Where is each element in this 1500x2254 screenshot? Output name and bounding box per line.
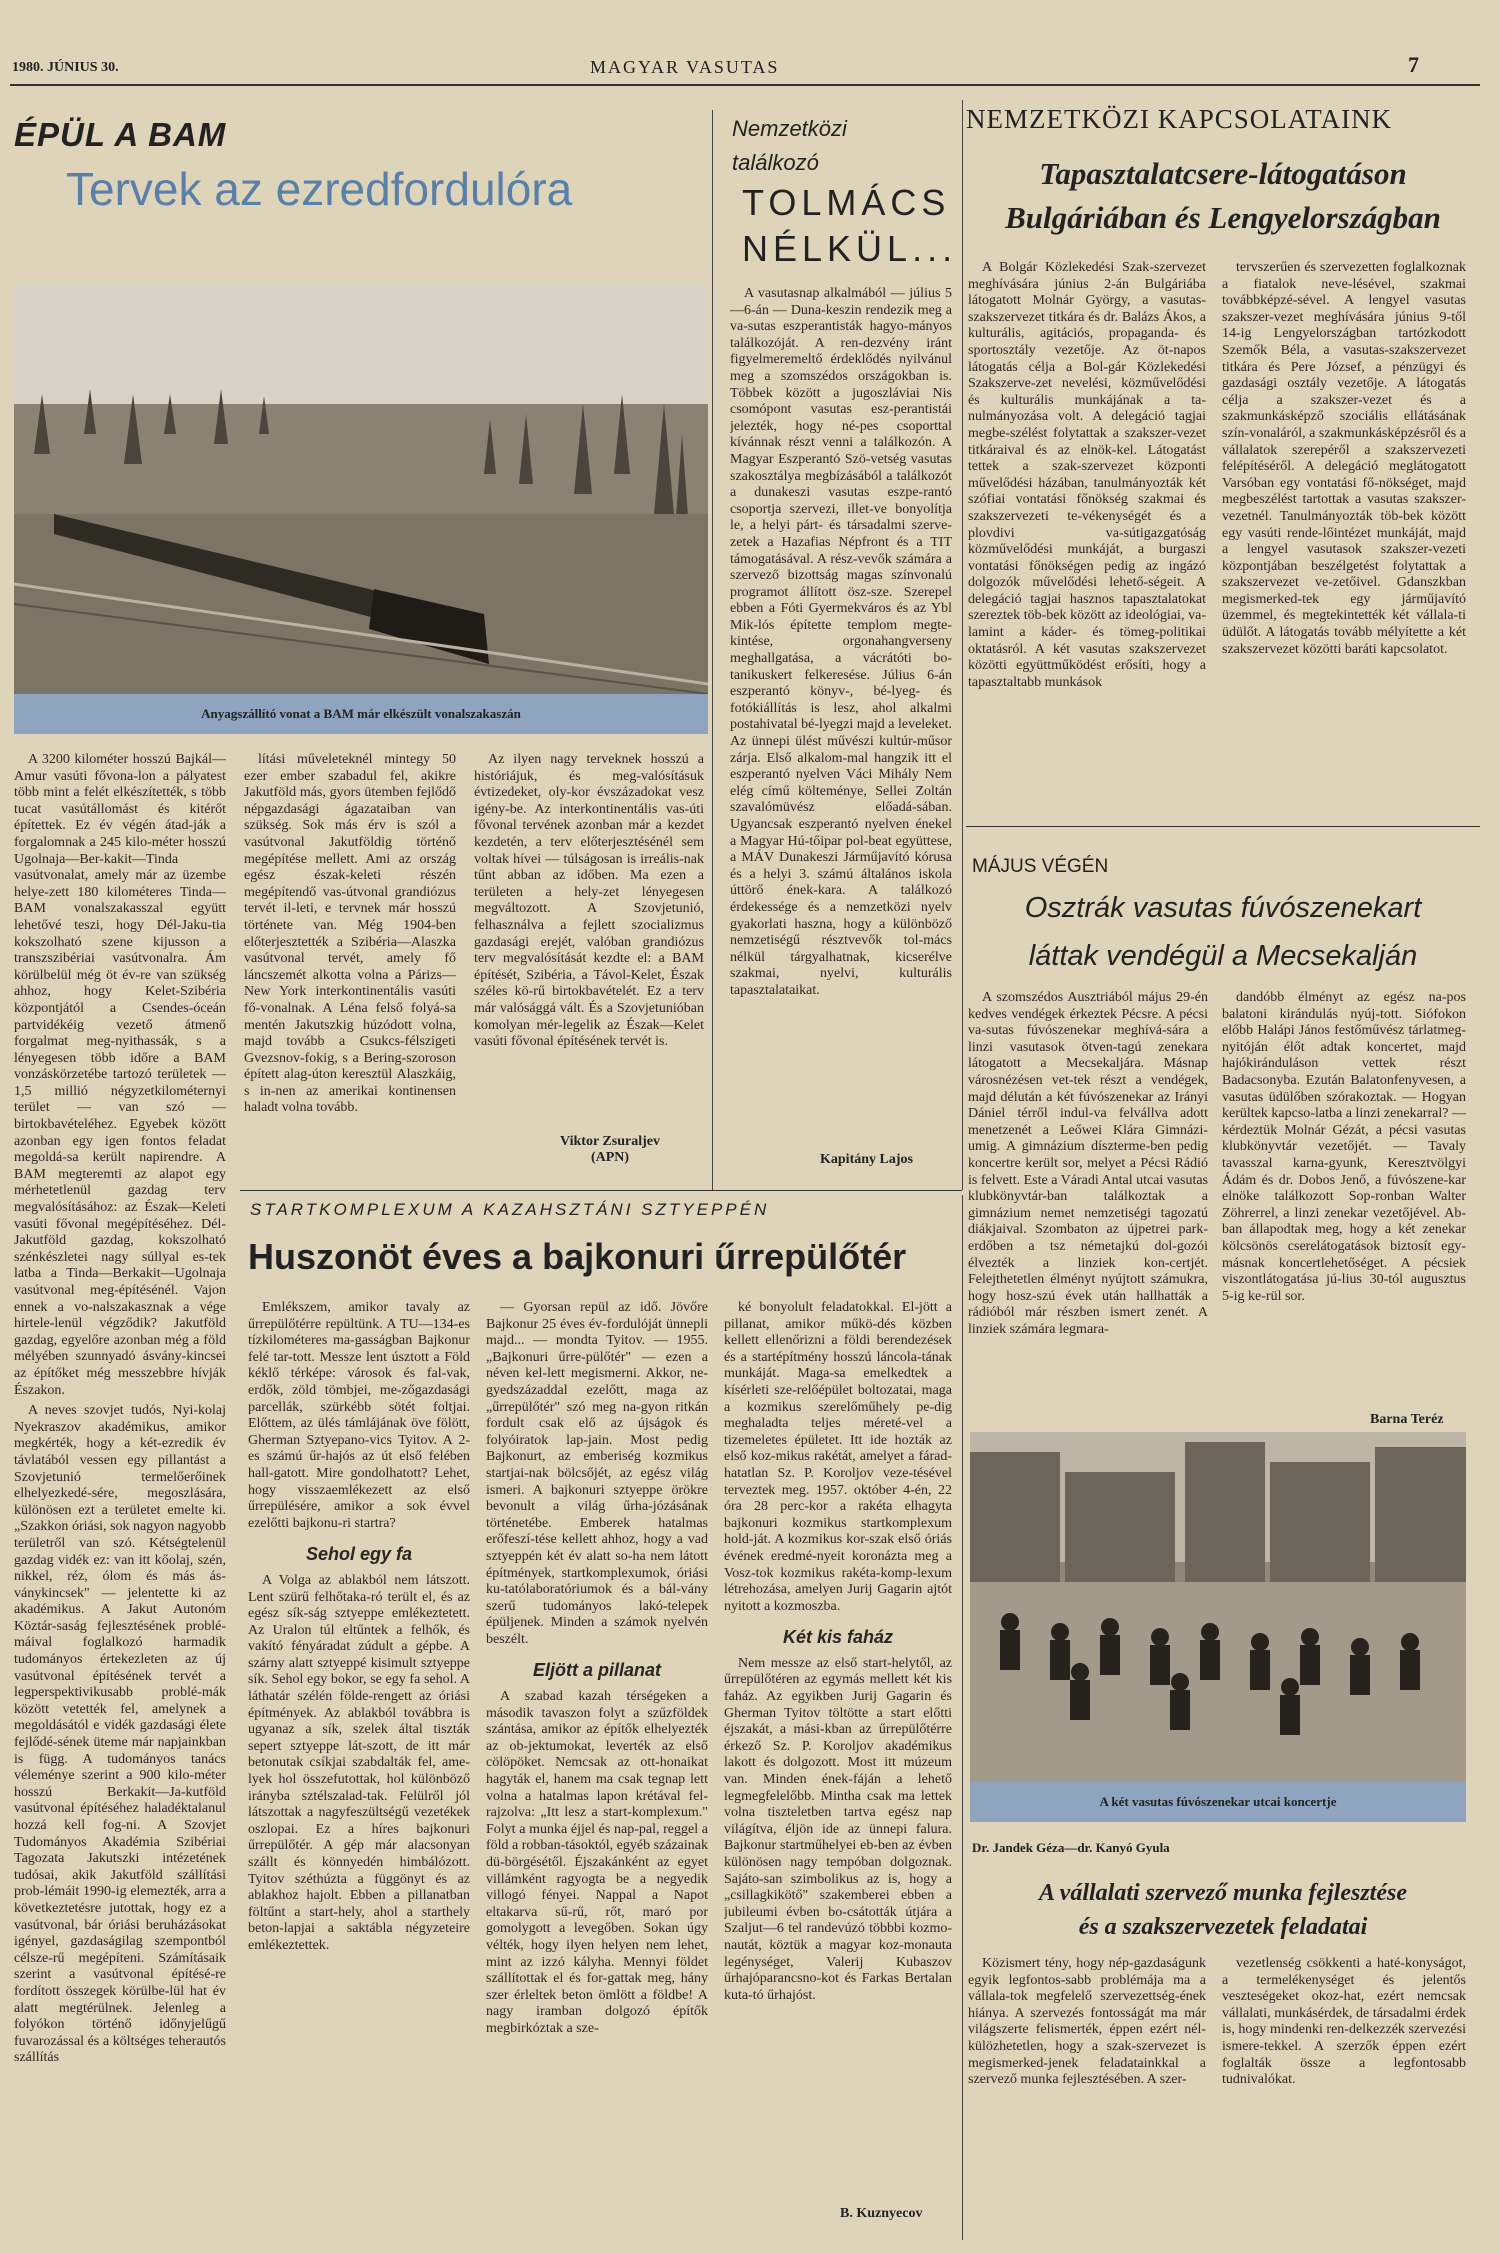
train-photo-image — [14, 284, 708, 694]
bajkonur-col2-text: — Gyorsan repül az idő. Jövőre Bajkonur 25 éves év-fordulóját ünnepli majd... — mondta Tyitov. — 1955. „Bajkonuri űrre-pülőtér" — ezen a néven kel-lett megismerni. Akkor, ne-gyedszázaddal ezelőtt, maga az „űrrepülőtér" szó meg na-gyon ritkán fordult csak elő az újságok és folyóiratok lap-jain. Most pedig Bajkonurt, az emberiség kozmikus startjai-nak bölcsőjét, az egész világ ismeri. A bajkonuri sztyeppe örökre bevonult a világ űrha-józásának történetébe. Emberek hatalmas erőfeszí-tése kellett ahhoz, hogy a vad sztyeppén két év alatt so-ha nem látott építmények, startkomplexumok, óriási ku-tatólaboratóriumok és a bál-vány szerű tudományos lakó-telepek épüljenek. Minden a számok nyelvén beszélt. — [486, 1300, 708, 1647]
fuvos-headline-1: Osztrák vasutas fúvószenekart — [1024, 892, 1422, 924]
band-photo-image — [970, 1432, 1466, 1782]
vallalati-col1 — [968, 1956, 1206, 2236]
tolmacs-headline-2: NÉLKÜL... — [742, 228, 958, 269]
bam-photo-caption: Anyagszállító vonat a BAM már elkészült vonalszakaszán — [201, 706, 521, 721]
bajkonur-col1b-text: A Volga az ablakból nem látszott. Lent szürű felhőtaka-ró terült el, és az egész sík-ság sztyeppe emlékeztetett. Az Uralon túl eltűntek a felhők, és vakító fényáradat zúdult a gépbe. A szárny alatt sztyeppé kisimult sztyeppe sík. Sehol egy bokor, se egy fa sehol. A láthatár szélén földe-rengett az óriási építmények. Az ablakból továbbra is ugyanaz a sík, szelek által tiszták sepert sztyeppe lát-szott, de itt már betonutak csíkjai szabdalták fel, ame-lyek hol összefutottak, hol különböző irányba sztélszalad-tak. Felülről jól látszottak a nagyfeszültségű vezetékek oszlopai. Ez a híres bajkonuri űrrepülőtér. A gép már alacsonyan szállt és könnyedén himbálózott. Tyitov széthúzta a függönyt és az ablakhoz hajolt. Ebben a pillanatban föltűnt a start-hely, ahol a starthely beton-lapjai a saktábla négyzeteire emlékeztettek. — [248, 1572, 470, 1953]
kapcsolat-col2 — [1222, 260, 1466, 805]
vallalati-col1-text: Közismert tény, hogy nép-gazdaságunk egyik legfontos-sabb problémája ma a vállala-tok megfelelő szervezettség-ének hiánya. A szervezés fontosságát ma már világszerte felismerték, éppen ezért nél-külözhetetlen, hogy a szak-szervezet is megismerked-jenek feladatainkkal a szervező munka fejlesztésében. A szer- — [968, 1956, 1206, 2088]
kapcsolat-col1 — [968, 260, 1206, 805]
tolmacs-col — [730, 286, 952, 1141]
masthead: MAGYAR VASUTAS — [590, 57, 780, 77]
bajkonur-signature: B. Kuznyecov — [840, 2206, 923, 2221]
divider-main-right — [962, 1195, 963, 2240]
vallalati-col2 — [1222, 1956, 1466, 2236]
bajkonur-kicker: STARTKOMPLEXUM A KAZAHSZTÁNI SZTYEPPÉN — [250, 1200, 770, 1219]
fuvos-signature: Barna Teréz — [1370, 1412, 1444, 1427]
tolmacs-kicker: Nemzetközi találkozó — [732, 116, 847, 175]
bam-col2-text: lítási műveleteknél mintegy 50 ezer ember szabadul fel, akikre Jakutföld más, gyors ütemben fejlődő népgazdasági ágazataiban van szükség. Sok más érv is szól a vasútvonal Jakutföldig történő megépítése mellett. Ami az ország egész észak-keleti részén megépítendő vas-útvonal grandiózus tervét il-leti, e tervnek már hosszú története van. Még 1904-ben előterjesztették a Szibéria—Alaszka vasútvonal tervét, amely fő láncszemét alkotta volna a Párizs—New York interkontinentális vasúti fő-vonalnak. A Léna felső folyá-sa mentén Jakutszkig húzódott volna, majd tovább a Csukcs-félszigeti Gvezsnov-fokig, s a Bering-szoroson épített alag-úton keresztül Alaszkáig, s in-nen az amerikai kontinensen haladt volna tovább. — [244, 752, 456, 1116]
bajkonur-col3b-text: Nem messze az első start-helytől, az űrrepülőtéren az egymás mellett két kis faház. Az egyikben Jurij Gagarin és Gherman Tyitov töltötte a start előtti éjszakát, a mási-kban az űrrepülőtérre érkező Sz. P. Koroljov akadémikus lakott és dolgozott. Most itt múzeum van. Minden ének-fáján a lehető legmegfelelőbb. Mintha csak ma lettek volna tiszteletben tartva egész nap világítva, éljön ide az ünnepi falura. Bajkonur startműhelyei eb-ben az évben különösen nagy tempóban dolgoznak. Sajáto-san szimbolikus az is, hogy a „csillagkikötő" szakemberei ebben a jubileumi évben bo-csátották útjára a Szaljut—6 tel randevúzó többbi kozmo-nautát, köztük a magyar koz-monauta legénységet, Valerij Kubaszov űrhajóparancsno-kot és Farkas Bertalan kuta-tó űrhajóst. — [724, 1655, 952, 2003]
bajkonur-col2 — [486, 1300, 708, 2220]
tolmacs-text: A vasutasnap alkalmából — július 5—6-án — Duna-keszin rendezik meg a va-sutas eszperantisták hagyo-mányos találkozóját. A ren-dezvény iránt figyelmeremeltő érdeklődés nyilvánul meg a szomszédos országokban is. Többek között a jugoszláviai Nis csomópont vasutas esz-perantistái jelezték, hogy né-pes csoporttal kívánnak részt venni a találkozón. A Magyar Eszperantó Szö-vetség vasutas szakosztálya megbízásából a találkozót a dunakeszi vasutas eszpe-rantó csoportja szervezi, illet-ve bonyolítja le, a helyi párt- és társadalmi szerve-zetek a Hazafias Népfront és a TIT támogatásával. A rész-vevők számára a szervező bizottság magas színvonalú programot állított ösz-sze. Szerepel ebben a Fóti Gyermekváros és az Ybl Mik-lós építette templom megte-kintése, orgonahangverseny meghallgatása, a vácrátóti bo-tanikuskert felkeresése. Július 6-án eszperantó könyv-, bé-lyeg- és fotókiállítás is lesz, ahol alkalmi postahivatal bé-lyegzi majd a leveleket. Az ünnepi ülést művészi kultúr-műsor zárja. Első alkalom-mal hangzik itt el eszperantó nyelven Váci Mihály Nem elég című költeménye, Sellei Zoltán szavalómüvész előadá-sában. Ugyancsak eszperantó nyelven énekel a Magyar Hú-tőipar pol-beat együttese, a MÁV Dunakeszi Járműjavító kórusa és a helyi 3. számú általános iskola úttörő ének-kara. A találkozó érdekessége és a nemzetközi nyelv gyakorlati haszna, hogy a különböző nemzetiségű résztvevők tol-mács nélkül tárgyalhatnak, kicserélve szakmai, nyelvi, kulturális tapasztalataikat. — [730, 286, 952, 998]
fuvos-photo-credit: Dr. Jandek Géza—dr. Kanyó Gyula — [972, 1840, 1170, 1855]
divider-tolmacs-kapcsolat — [962, 100, 963, 1190]
bam-col3-text: Az ilyen nagy terveknek hosszú a históriájuk, és meg-valósításuk évtizedeket, oly-kor évszázadokat vesz igény-be. Az interkontinentális vas-úti fővonal tervének azonban már a kezdet kezdetén, a terv előterjesztésénél sem voltak hívei — túlságosan is irreális-nak tűnt abban az időben. Ma ezen a területen a hely-zet lényegesen megváltozott. A Szovjetunió, felhasználva a fejlett szocializmus gazdasági erejét, valóban grandiózus terv megvalósítását kezdte el: a BAM építését, Szibéria, a Távol-Kelet, Észak széles kö-rű birtokbavételét. Ez a terv már valósággá vált. És a Szovjetunióban komolyan mér-legelik az Észak—Kelet vasúti fővonal építésének tervét is. — [474, 752, 704, 1050]
bajkonur-subhead-1: Sehol egy fa — [305, 1544, 413, 1565]
kapcsolat-bottom-rule — [966, 826, 1480, 827]
bam-col1 — [14, 752, 226, 2232]
kapcsolat-headline-2: Bulgáriában és Lengyelországban — [1005, 200, 1441, 235]
bajkonur-headline: Huszonöt éves a bajkonuri űrrepülőtér — [248, 1236, 907, 1277]
bajkonur-col3-text: ké bonyolult feladatokkal. El-jött a pillanat, amikor műkö-dés közben kellett ellenőrizni a földi berendezések és a startépítmény hosszú láncola-tának munkáját. Maga-sa emelkedtek a kísérleti sze-relőépület boltozatai, maga a kozmikus szerelőműhely pe-dig meghaladta teljes méreté-vel a tizemeletes épületet. Itt ide hozták az első koz-mikus rakétát, amelyet a fárad-hatatlan Sz. P. Koroljov veze-tésével terveztek meg. 1957. október 4-én, 22 óra 28 perc-kor a rakéta elhagyta bajkonuri kozmikus startkomplexum hold-ját. A kozmikus kor-szak első óriás évének eredmé-nyeit koronázta meg a Vosz-tok kozmikus rakéta-komp-lexum létrehozása, amelyen Jurij Gagarin ajtót nyitott a kozmoszba. — [724, 1300, 952, 1614]
kapcsolat-col2-text: tervszerűen és szervezetten foglalkoznak a fiatalok neve-lésével, szakmai továbbképzé-sével. A lengyel vasutas szakszer-vezet meghívására június 9-től 14-ig Lengyelországban tartózkodott Szemők Béla, a vasutas-szakszervezet titkára és Pere József, a pénzügyi és gazdasági osztály vezetője. A látogatás célja a szakszer-vezet és a szakmunkásképző szociális ellátásának szín-vonaláról, a szakmunkásképzésről és a vállalatok szerepéről a szakszervezeti felépítéséről. A delegáció meglátogatott Varsóban egy vontatási fő-nökséget, majd megbeszélést tartottak a vasutas szakszer-vezetnél. Tanulmányozták töb-bek között egy vasúti rende-lőintézet munkáját, majd a lengyel vasutasok szakszer-vezeti központjában beszélgetést folytattak a szakszervezet ve-zetőivel. Gdanszkban megismerked-tek egy járműjavító üzemmel, és megtekintették két vállala-ti üdülőt. A látogatás tovább mélyítette a két szakszervezet közötti baráti kapcsolatot. — [1222, 260, 1466, 657]
page-date: 1980. JÚNIUS 30. — [12, 60, 119, 75]
tolmacs-headline-1: TOLMÁCS — [742, 182, 951, 223]
tolmacs-signature: Kapitány Lajos — [820, 1152, 913, 1167]
fuvos-photo-caption: A két vasutas fúvószenekar utcai koncertje — [1099, 1794, 1337, 1809]
bajkonur-top-rule — [240, 1190, 962, 1191]
bajkonur-col3 — [724, 1300, 952, 2180]
bajkonur-col1-text: Emlékszem, amikor tavaly az űrrepülőtérre repültünk. A TU—134-es tízkilométeres ma-gasságban Bajkonur felé tar-tott. Messze lent úsztott a Föld kéklő térképe: városok és fal-vak, erdők, zöld tömbjei, me-zőgazdasági parcellák, szürkébb sötét foltjai. Előttem, az ülés támlájának öve fölött, Gherman Sztyepano-vics Tyitov. A 2-es számú űr-hajós az út első felében hall-gatott. Mire gondolhatott? Lehet, hogy visszaemlékezett az első űrrepülésére, amikor a sok évvel ezelőtti bajkonu-ri startra? — [248, 1300, 470, 1531]
fuvos-band-photo — [970, 1432, 1466, 1782]
fuvos-col1-text: A szomszédos Ausztriából május 29-én kedves vendégek érkeztek Pécsre. A pécsi va-sutas fúvószenekar meghívá-sára a linzi vasutasok ötven-tagú zenekara látogatott a Mecsekaljára. Másnap városnézésen vet-tek részt a vendégek, majd délután a két fúvószenekar az Irányi Dániel térről indul-va felvállva adott menetzenét a Leőwei Klára Gimnázi-umig. A gimnázium díszterme-ben pedig koncertre került sor, melyet a Pécsi Rádió is felvett. Este a Váradi Antal utcai vasutas klubkönyvtár-ban találkoztak a gimnázium nemet nemzetiségi tagozatú diákjaival. Szombaton az újpetrei park-erdőben a tsz németajkú dol-gozói élvezték a linziek kon-certjét. Felejthetetlen élményt nyújtott számukra, hogy hosz-szú évek után hallhatták a rádióból már részben ismert zenét. A linziek számára legmara- — [968, 990, 1208, 1337]
vallalati-headline-1: A vállalati szervező munka fejlesztése — [1039, 1880, 1407, 1906]
bam-col1b-text: A neves szovjet tudós, Nyi-kolaj Nyekraszov akadémikus, amikor megkérték, hogy a két-ezredik év távlatából vessen egy pillantást a Szovjetunió termelőerőinek elhelyezkedé-sére, megoszlására, különösen ezt a területet emelte ki. „Szakkon óriási, sok nagyon nagyobb területről van szó. Kétségtelenül gazdag vidék ez: van itt kőolaj, szén, nikkel, réz, ólom és más ás-ványkincsek" — jelentette ki az akadémikus. A Jakut Autonóm Köztár-saság fejlesztésének problé-máival foglalkozó harmadik tudományos értekezleten az új vasútvonal építésének tervét a legperspektivikusabb problé-mák között vetették fel, amelynek a megoldásától e vidék gazdasági élete fejlődé-sének üteme már napjainkban is függ. A tudományos tanács véleménye szerint a 900 kilo-méter hosszú Berkakit—Ja-kutföld vasútvonal építéséhez haladéktalanul hozzá kell fog-ni. A Szovjet Tudományos Akadémia Szibériai Tagozata Jakutszki intézetének tudósai, akik Jakutföld szállítási prob-lémáit 1990-ig elemezték, arra a következtetésre jutottak, hogy ez a vasútvonal, bár óriási beruházásokat igényel, gazdaságilag szempontból célsze-rű megépíteni. Számításaik szerint a vasútvonal építésé-re fordított összegek körülbe-lül hat év alatt megtérülnek. Jelenleg a folyókon történő időnyjelűgű fuvarozással és a költséges teherautós szállítás — [14, 1403, 226, 2066]
bam-train-photo — [14, 284, 708, 694]
fuvos-headline-2: láttak vendégül a Mecsekalján — [1028, 940, 1418, 972]
bam-col3 — [474, 752, 704, 1092]
fuvos-kicker: MÁJUS VÉGÉN — [972, 856, 1109, 877]
vallalati-col2-text: vezetlenség csökkenti a haté-konyságot, a termelékenységet és jelentős veszteségeket okoz-hat, ezért nemcsak vállalati, munkásérdek, de társadalmi érdek is, hogy mindenki ren-delkezzék szervezési ismere-tekkel. A szerzők éppen ezért foglalták össze a legfontosabb tudnivalókat. — [1222, 1956, 1466, 2088]
bam-kicker: ÉPÜL A BAM — [14, 116, 227, 153]
kapcsolat-headline-1: Tapasztalatcsere-látogatáson — [1039, 156, 1407, 191]
bam-col1-text: A 3200 kilométer hosszú Bajkál—Amur vasúti fővona-lon a pályatest több mint a felét elkészítették, s több tucat vasútállomást és kitérőt építettek. Ez év végén átad-ják a forgalomnak a 245 kilo-méter hosszú Ugolnaja—Ber-kakit—Tinda vasútvonalat, amely már az üzembe helye-zett 180 kilométeres Tinda—BAM vonalszakasszal együtt lehetővé teszi, hogy Dél-Jaku-tia kokszolható szene kijusson a transzszibériai vasútvonalra. Ám körülbelül még öt év-re van szükség ahhoz, hogy Kelet-Szibéria központjától a Csendes-óceán partvidékéig vezető átmenő forgalmat meg-nyithassák, s a lényegesen több időre a BAM vonzáskörzetébe tartozó területek — 1,5 millió négyzetkilométernyi terület — van szó — birtokbavételéhez. Egyebek között azonban egy igen fontos feladat megoldá-sa került napirendre. A BAM megteremti az alapot egy mérhetetlenül gazdag terv megvalósításához: az Észak—Keleti vasúti fővonal megépítéséhez. Dél-Jakutföld gazdag, kokszolható szénkészletei nagy súllyal es-tek latba a Tinda—Berkakit—Ugolnaja vasútvonal meg-építésénél. Vajon ennek a vo-nalszakasznak a vége hirtele-lenül végződik? Jakutföld gazdag, egyelőre azonban még a föld mélyében szunnyadó ásvány-kincsei az építőket még messzebbre hívják Északon. — [14, 752, 226, 1398]
bajkonur-subhead-2: Eljött a pillanat — [532, 1660, 661, 1681]
bam-col2 — [244, 752, 456, 1182]
fuvos-col2 — [1222, 990, 1466, 1400]
bajkonur-col2b-text: A szabad kazah térségeken a második tavaszon folyt a szűzföldek szántása, amikor az építők elhelyezték az ob-jektumokat, leverték az első cölöpöket. Nemcsak az ott-honaikat hagyták el, hanem ma csak tegnap lett volna a hatalmas lapon krétával fel-rajzolva: „Itt lesz a start-komplexum." Folyt a munka éjjel és nap-pal, reggel a föld a robban-tásoktól, egyéb százainak dü-börgésétől. Éjszakánként az egyet villámként ragyogta be a negyedik villogó fényei. Nappal a Napot eltakarva sű-rű, rőt, maró por gomolygott a levegőben. Sokan úgy vélték, hogy ilyen helyen nem lehet, mint az izzó kályha. Mennyi földet szállítottak el és for-gattak meg, hány szer érleltek beton ömlött a földbe! A nagy iramban dolgozó építők megbirkóztak a sze- — [486, 1689, 708, 2036]
bajkonur-subhead-3: Két kis faház — [782, 1627, 894, 1648]
bam-signature: Viktor Zsuraljev (APN) — [560, 1134, 660, 1165]
divider-bam-tolmacs — [712, 110, 713, 1190]
kapcsolat-col1-text: A Bolgár Közlekedési Szak-szervezet meghívására június 2-án Bulgáriába látogatott Molnár György, a vasutas-szakszervezet titkára és dr. Balázs Ákos, a kulturális, agitációs, propaganda- és sportosztály vezetője. Az öt-napos látogatás célja a Bol-gár Közlekedési Szakszerve-zet nevelési, közművelődési és kulturális munkájának a ta-nulmányozása volt. A delegáció tagjai megbe-szélést folytattak a szakszer-vezet titkáraival és az elnök-kel. Látogatást tettek a szak-szervezet központi művelődési házában, tanulmányozták két szófiai vontatási főnökség szakmai és szakszervezeti te-vékenységét és a plovdivi va-sútigazgatóság közművelődési munkáját, a burgaszi vontatási főnökségen pedig az ingázó dolgozók művelődési lehető-ségeit. A delegáció tagjai hasznos tapasztalatokat szereztek töb-bek között az ideológiai, va-lamint a káder- és tömeg-politikai oktatásról. A két vasutas szakszervezet közötti együttműködést erősíti, hogy a tapasztaltabb munkások — [968, 260, 1206, 690]
bam-headline: Tervek az ezredfordulóra — [66, 163, 573, 215]
fuvos-col2-text: dandóbb élményt az egész na-pos balatoni kirándulás nyúj-tott. Siófokon előbb Halápi János festőművész tárlatmeg-nyitóján élőt adtak koncertet, majd hajókiránduláson vettek részt Badacsonyba. Ezután Balatonfenyvesen, a vasutas üdülőben szórakoztak. — Hogyan kerültek kapcso-latba a linzi zenekarral? — kérdeztük Molnár Gézát, a pécsi vasutas klubkönyvtár vezetőjét. — Tavaly tavasszal karna-gyunk, Keresztvölgyi Ádám és dr. Dobos Jenő, a fúvószene-kar elnöke találkozott Sop-ronban Walter Zöhrerrel, a linzi zenekar vezetőjével. Ab-ban állapodtak meg, hogy a két zenekar kölcsönös cserelátogatások biztosít egy-másnak koncertlehetőséget. A pécsiek viszontlátogatása jú-lius 30-tól augusztus 5-ig ke-rül sor. — [1222, 990, 1466, 1304]
vallalati-headline-2: és a szakszervezetek feladatai — [1078, 1914, 1368, 1940]
header-rule — [10, 84, 1480, 86]
kapcsolat-section: NEMZETKÖZI KAPCSOLATAINK — [966, 104, 1393, 134]
page-number: 7 — [1408, 52, 1419, 77]
fuvos-col1 — [968, 990, 1208, 1430]
bajkonur-col1 — [248, 1300, 470, 2220]
